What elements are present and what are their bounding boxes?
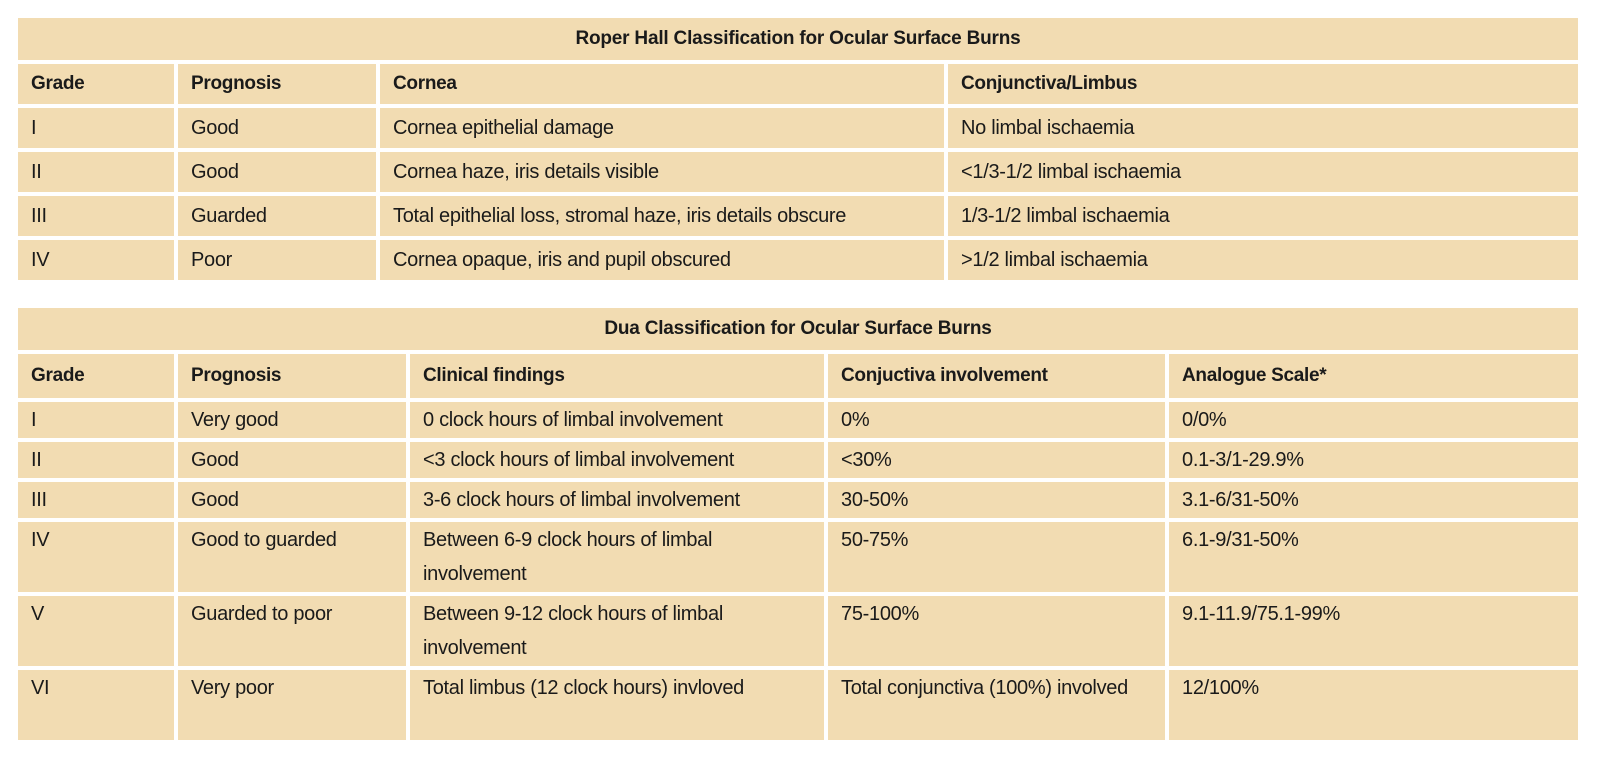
cell-conjunctiva: 0% (828, 402, 1169, 438)
cell-grade: IV (18, 240, 178, 280)
cell-conjunctiva: 30-50% (828, 482, 1169, 518)
cell-analogue: 3.1-6/31-50% (1169, 482, 1578, 518)
cell-limbus: <1/3-1/2 limbal ischaemia (948, 152, 1578, 192)
cell-grade: I (18, 108, 178, 148)
table-row (18, 482, 1578, 518)
table-row (18, 522, 1578, 592)
cell-prognosis: Good (178, 108, 380, 148)
cell-conjunctiva: 75-100% (828, 596, 1169, 666)
table-row (18, 596, 1578, 666)
table-row (18, 152, 1578, 192)
table-row (18, 108, 1578, 148)
cell-conjunctiva: 50-75% (828, 522, 1169, 592)
cell-prognosis: Very good (178, 402, 410, 438)
column-header: Cornea (380, 64, 948, 104)
cell-cornea: Cornea epithelial damage (380, 108, 948, 148)
cell-prognosis: Good (178, 442, 410, 478)
cell-analogue: 6.1-9/31-50% (1169, 522, 1578, 592)
header-row (18, 64, 1578, 104)
cell-analogue: 0/0% (1169, 402, 1578, 438)
cell-analogue: 0.1-3/1-29.9% (1169, 442, 1578, 478)
cell-clinical: Between 6-9 clock hours of limbal involvement (410, 522, 828, 592)
cell-grade: VI (18, 670, 178, 740)
cell-grade: IV (18, 522, 178, 592)
cell-clinical: Total limbus (12 clock hours) invloved (410, 670, 828, 740)
table-title: Roper Hall Classification for Ocular Surface Burns (18, 18, 1578, 60)
column-header: Grade (18, 64, 178, 104)
cell-grade: V (18, 596, 178, 666)
table-title: Dua Classification for Ocular Surface Burns (18, 308, 1578, 350)
column-header: Grade (18, 354, 178, 398)
cell-limbus: No limbal ischaemia (948, 108, 1578, 148)
cell-clinical: <3 clock hours of limbal involvement (410, 442, 828, 478)
header-row (18, 354, 1578, 398)
column-header: Prognosis (178, 64, 380, 104)
cell-cornea: Cornea haze, iris details visible (380, 152, 948, 192)
cell-limbus: >1/2 limbal ischaemia (948, 240, 1578, 280)
cell-grade: III (18, 482, 178, 518)
column-header: Prognosis (178, 354, 410, 398)
cell-prognosis: Poor (178, 240, 380, 280)
cell-prognosis: Guarded (178, 196, 380, 236)
cell-clinical: 0 clock hours of limbal involvement (410, 402, 828, 438)
cell-grade: II (18, 152, 178, 192)
cell-limbus: 1/3-1/2 limbal ischaemia (948, 196, 1578, 236)
column-header: Clinical findings (410, 354, 828, 398)
table-row (18, 442, 1578, 478)
column-header: Conjunctiva/Limbus (948, 64, 1578, 104)
cell-prognosis: Good (178, 152, 380, 192)
column-header: Conjuctiva involvement (828, 354, 1169, 398)
table-row (18, 402, 1578, 438)
cell-conjunctiva: <30% (828, 442, 1169, 478)
cell-clinical: Between 9-12 clock hours of limbal involvement (410, 596, 828, 666)
cell-conjunctiva: Total conjunctiva (100%) involved (828, 670, 1169, 740)
roper-hall-table (18, 18, 1578, 284)
cell-prognosis: Guarded to poor (178, 596, 410, 666)
cell-analogue: 12/100% (1169, 670, 1578, 740)
table-row (18, 240, 1578, 280)
cell-clinical: 3-6 clock hours of limbal involvement (410, 482, 828, 518)
cell-cornea: Total epithelial loss, stromal haze, iris details obscure (380, 196, 948, 236)
cell-prognosis: Very poor (178, 670, 410, 740)
table-row (18, 196, 1578, 236)
cell-prognosis: Good to guarded (178, 522, 410, 592)
column-header: Analogue Scale* (1169, 354, 1578, 398)
dua-table (18, 308, 1578, 744)
cell-cornea: Cornea opaque, iris and pupil obscured (380, 240, 948, 280)
cell-analogue: 9.1-11.9/75.1-99% (1169, 596, 1578, 666)
cell-grade: III (18, 196, 178, 236)
cell-grade: II (18, 442, 178, 478)
cell-prognosis: Good (178, 482, 410, 518)
cell-grade: I (18, 402, 178, 438)
table-row (18, 670, 1578, 740)
